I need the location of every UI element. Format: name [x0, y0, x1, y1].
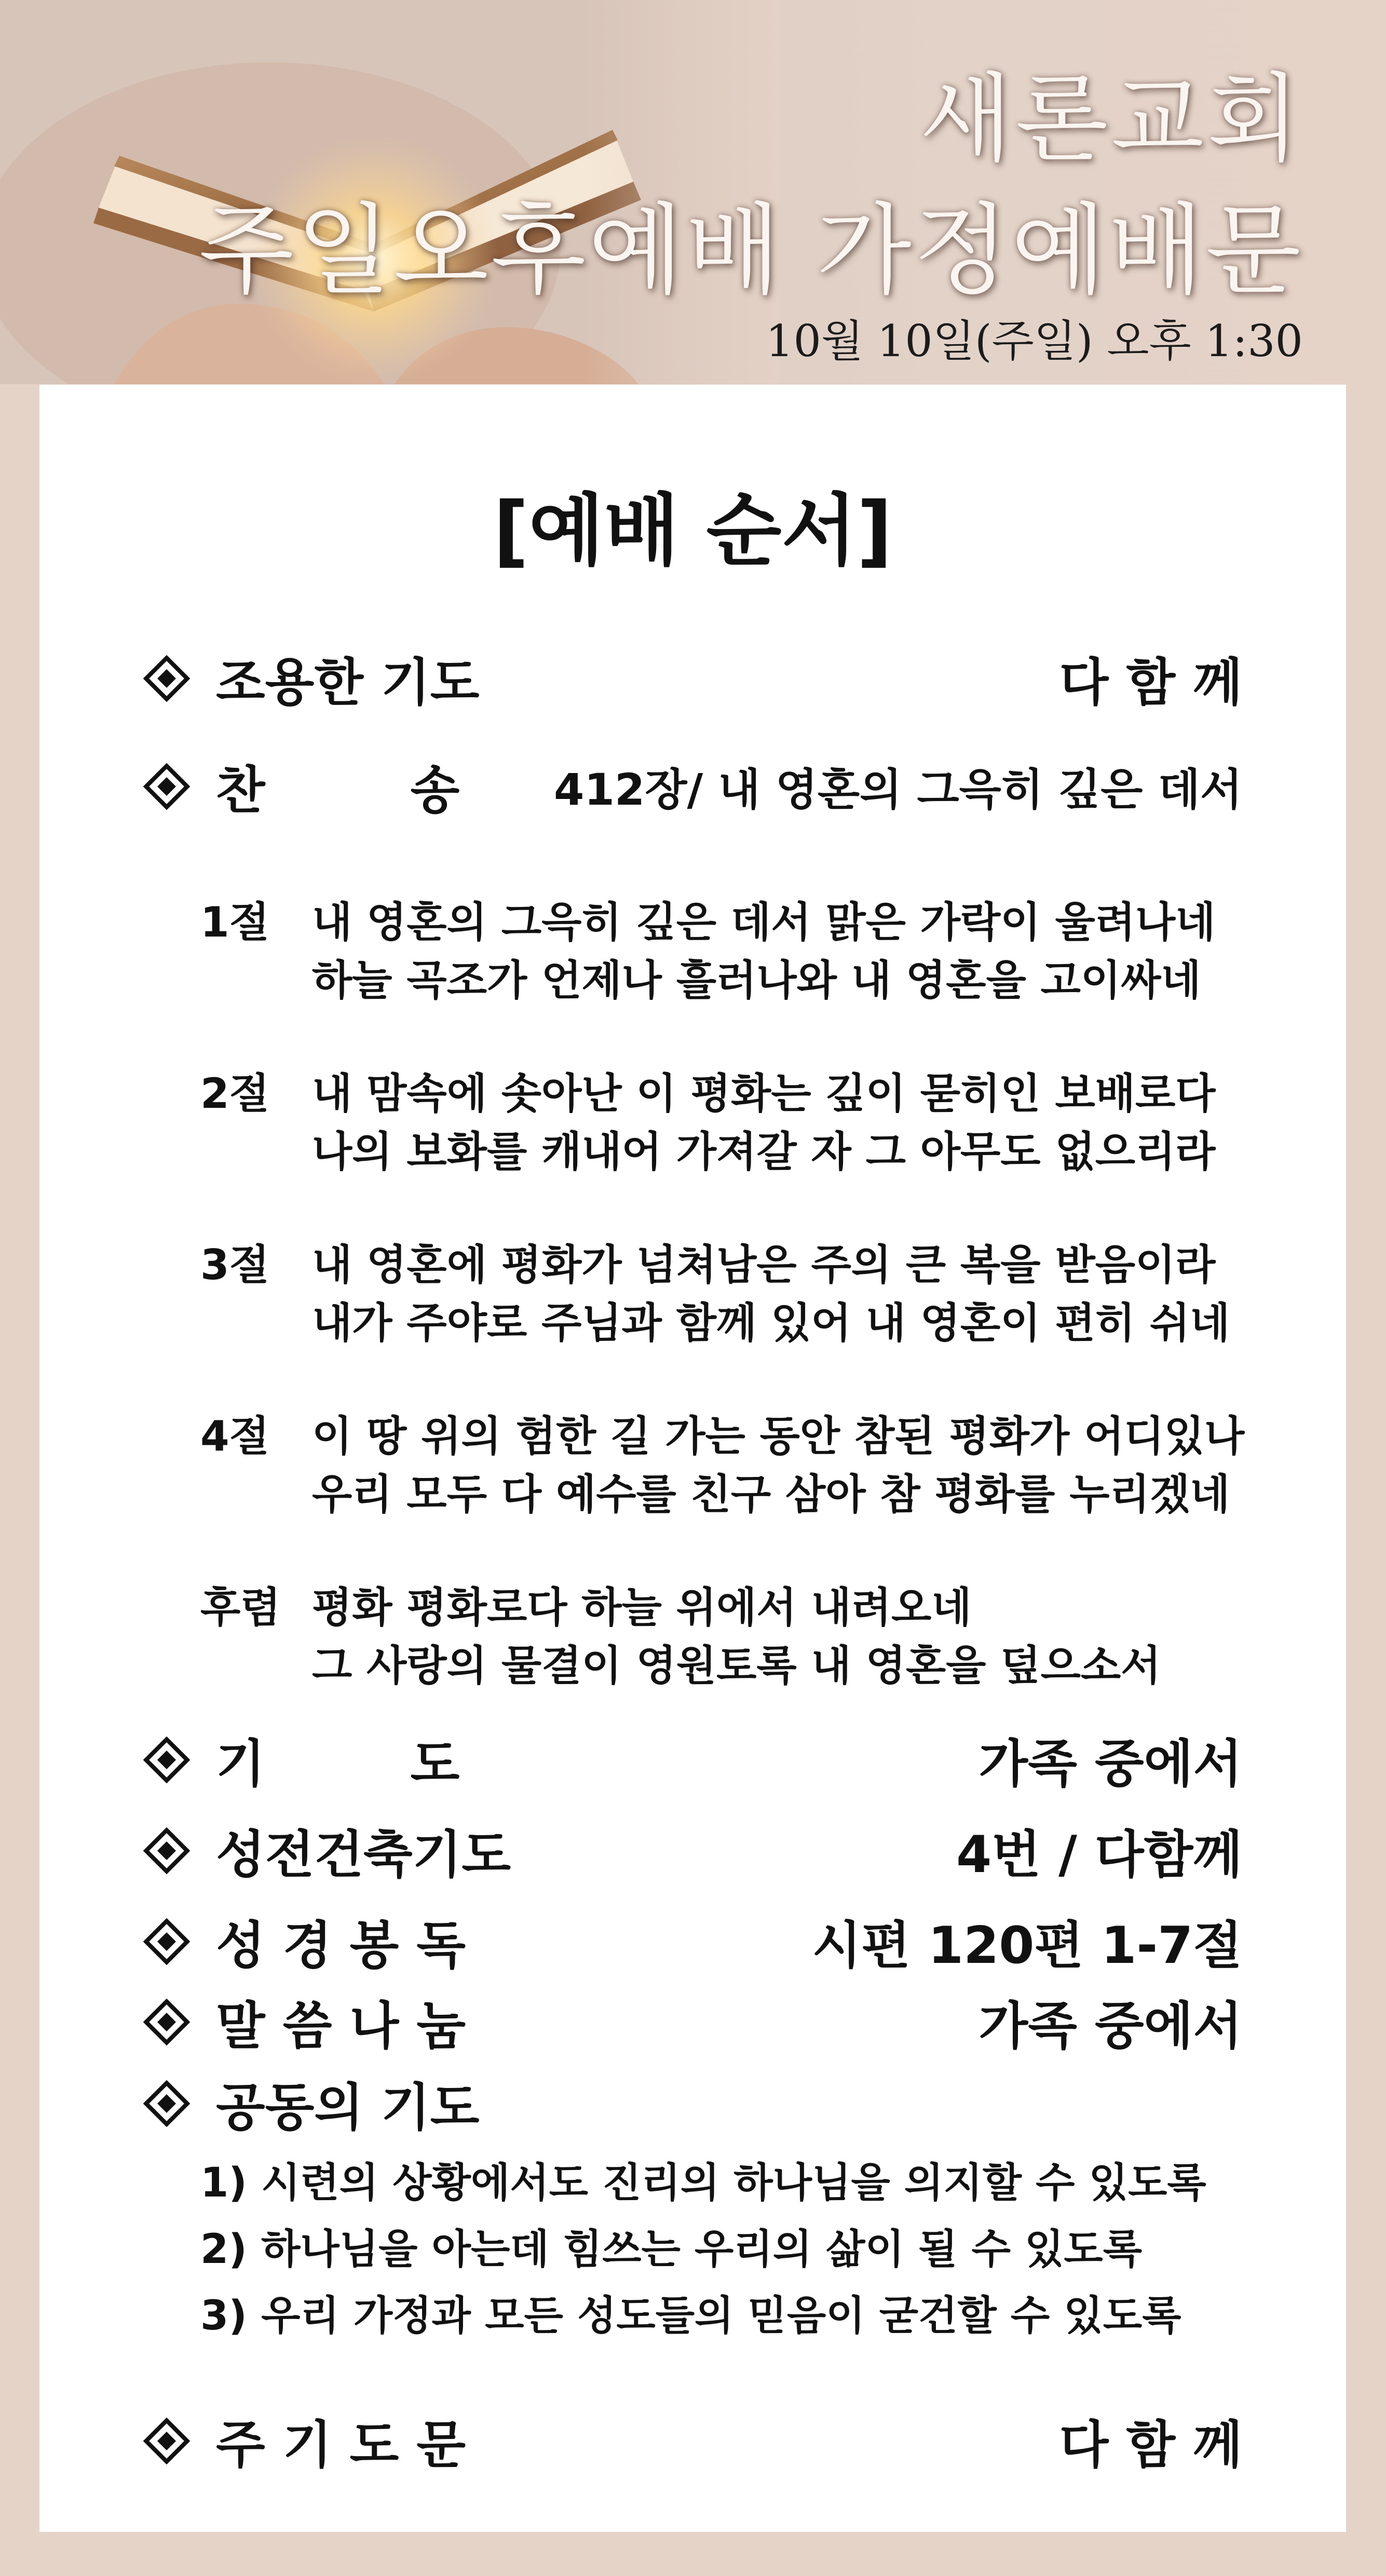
diamond-bullet-icon [143, 763, 190, 810]
prayer-value: 가족 중에서 [979, 1734, 1242, 1794]
diamond-bullet-icon [143, 1737, 190, 1783]
diamond-bullet-icon [143, 655, 190, 702]
hymn-value: 412장/ 내 영혼의 그윽히 깊은 데서 [554, 764, 1242, 815]
prayer-item: 2) 하나님을 아는데 힘쓰는 우리의 삶이 될 수 있도록 [200, 2226, 1143, 2273]
silent-prayer-label: 조용한 기도 [216, 653, 480, 712]
prayer-item: 1) 시련의 상황에서도 진리의 하나님을 의지할 수 있도록 [200, 2160, 1206, 2206]
verse-number: 2절 [200, 1069, 269, 1118]
page-title: 주일오후예배 가정예배문 [198, 193, 1303, 308]
verse-line: 내 영혼의 그윽히 깊은 데서 맑은 가락이 울려나네 [312, 898, 1216, 946]
prayer-row [143, 1723, 1242, 1796]
scripture-value: 시편 120편 1-7절 [812, 1916, 1242, 1975]
diamond-bullet-icon [143, 2080, 190, 2127]
verse-line: 나의 보화를 캐내어 가져갈 자 그 아무도 없으리라 [312, 1128, 1216, 1176]
diamond-bullet-icon [143, 1918, 190, 1965]
sharing-value: 가족 중에서 [979, 1997, 1242, 2056]
verse-line: 내 맘속에 솟아난 이 평화는 깊이 묻히인 보배로다 [312, 1069, 1216, 1118]
silent-prayer-row [143, 642, 1242, 715]
building-prayer-value: 4번 / 다함께 [956, 1825, 1242, 1884]
verse-line: 내 영혼에 평화가 넘쳐남은 주의 큰 복을 받음이라 [312, 1241, 1216, 1289]
verse-line: 평화 평화로다 하늘 위에서 내려오네 [312, 1583, 972, 1632]
verse-line: 이 땅 위의 험한 길 가는 동안 참된 평화가 어디있나 [312, 1412, 1245, 1460]
verse-number: 3절 [200, 1241, 269, 1289]
prayer-item: 3) 우리 가정과 모든 성도들의 믿음이 굳건할 수 있도록 [200, 2293, 1181, 2339]
refrain-label: 후렴 [200, 1583, 281, 1632]
header-banner [0, 0, 1386, 384]
diamond-bullet-icon [143, 1827, 190, 1874]
hymn-row [143, 750, 1242, 823]
verse-number: 4절 [200, 1412, 269, 1460]
diamond-bullet-icon [143, 2418, 190, 2464]
service-datetime: 10월 10일(주일) 오후 1:30 [766, 316, 1303, 367]
diamond-bullet-icon [143, 1999, 190, 2045]
hymn-label: 찬 송 [216, 761, 460, 820]
lords-prayer-value: 다 함 께 [1059, 2416, 1242, 2475]
verse-line: 우리 모두 다 예수를 친구 삼아 참 평화를 누리겠네 [312, 1470, 1230, 1519]
scripture-row [143, 1905, 1242, 1978]
verse-line: 하늘 곡조가 언제나 흘러나와 내 영혼을 고이싸네 [312, 956, 1201, 1005]
building-prayer-label: 성전건축기도 [216, 1825, 511, 1884]
verse-number: 1절 [200, 898, 269, 946]
scripture-label: 성 경 봉 독 [216, 1916, 466, 1975]
lords-prayer-row [143, 2404, 1242, 2477]
order-of-worship-card [39, 385, 1346, 2532]
prayer-label: 기 도 [216, 1734, 460, 1794]
sharing-label: 말 씀 나 눔 [216, 1997, 466, 2056]
section-heading: [예배 순서] [493, 486, 892, 576]
common-prayer-label: 공동의 기도 [216, 2078, 480, 2137]
lords-prayer-label: 주 기 도 문 [216, 2416, 466, 2475]
verse-line: 내가 주야로 주님과 함께 있어 내 영혼이 편히 쉬네 [312, 1299, 1230, 1347]
church-name: 새론교회 [919, 63, 1303, 175]
building-prayer-row [143, 1814, 1242, 1887]
common-prayer-row [143, 2067, 1242, 2140]
verse-line: 그 사랑의 물결이 영원토록 내 영혼을 덮으소서 [312, 1642, 1161, 1690]
sharing-row [143, 1985, 1242, 2058]
silent-prayer-value: 다 함 께 [1059, 653, 1242, 712]
